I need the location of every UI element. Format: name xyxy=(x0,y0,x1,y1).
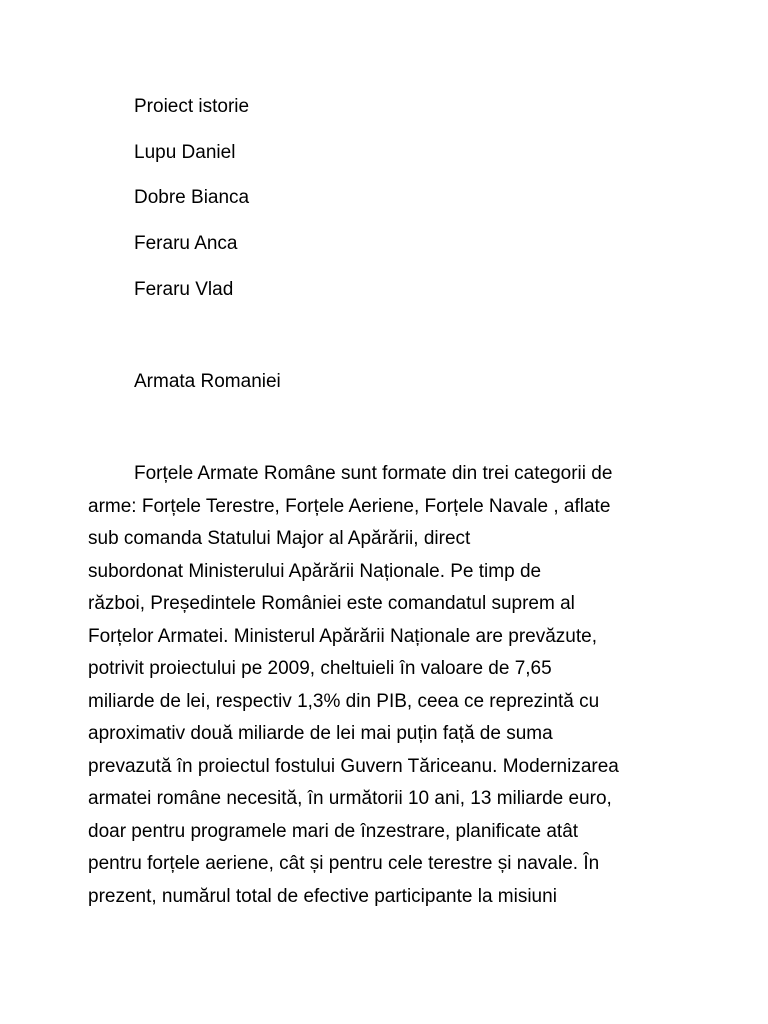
paragraph-line: prevazută în proiectul fostului Guvern Tăriceanu. Modernizarea xyxy=(88,755,619,777)
paragraph-line: potrivit proiectului pe 2009, cheltuieli în valoare de 7,65 xyxy=(88,658,552,679)
paragraph-line: doar pentru programele mari de înzestrare, planificate atât xyxy=(88,820,579,842)
paragraph-line: subordonat Ministerului Apărării Naționale. Pe timp de xyxy=(88,560,542,582)
paragraph-line: aproximativ două miliarde de lei mai puțin față de suma xyxy=(88,723,553,744)
paragraph-line: miliarde de lei, respectiv 1,3% din PIB, ceea ce reprezintă cu xyxy=(88,690,600,712)
paragraph-line: arme: Forțele Terestre, Forțele Aeriene, Forțele Navale , aflate xyxy=(88,495,611,517)
paragraph-line: Forțelor Armatei. Ministerul Apărării Naționale are prevăzute, xyxy=(88,625,598,647)
author-name: Dobre Bianca xyxy=(134,187,250,208)
paragraph-line: prezent, numărul total de efective participante la misiuni xyxy=(88,885,557,907)
document-title: Armata Romaniei xyxy=(134,371,281,392)
author-name: Lupu Daniel xyxy=(134,142,236,163)
paragraph-line: Forțele Armate Române sunt formate din trei categorii de xyxy=(134,463,613,484)
author-name: Feraru Vlad xyxy=(134,279,234,300)
project-label: Proiect istorie xyxy=(134,96,250,117)
body-paragraph xyxy=(88,458,688,913)
paragraph-line: armatei române necesită, în următorii 10 ani, 13 miliarde euro, xyxy=(88,788,612,809)
paragraph-line: sub comanda Statului Major al Apărării, direct xyxy=(88,528,471,549)
paragraph-line: pentru forțele aeriene, cât și pentru cele terestre și navale. În xyxy=(88,853,600,874)
author-name: Feraru Anca xyxy=(134,233,238,254)
paragraph-line: război, Președintele României este comandatul suprem al xyxy=(88,593,575,614)
